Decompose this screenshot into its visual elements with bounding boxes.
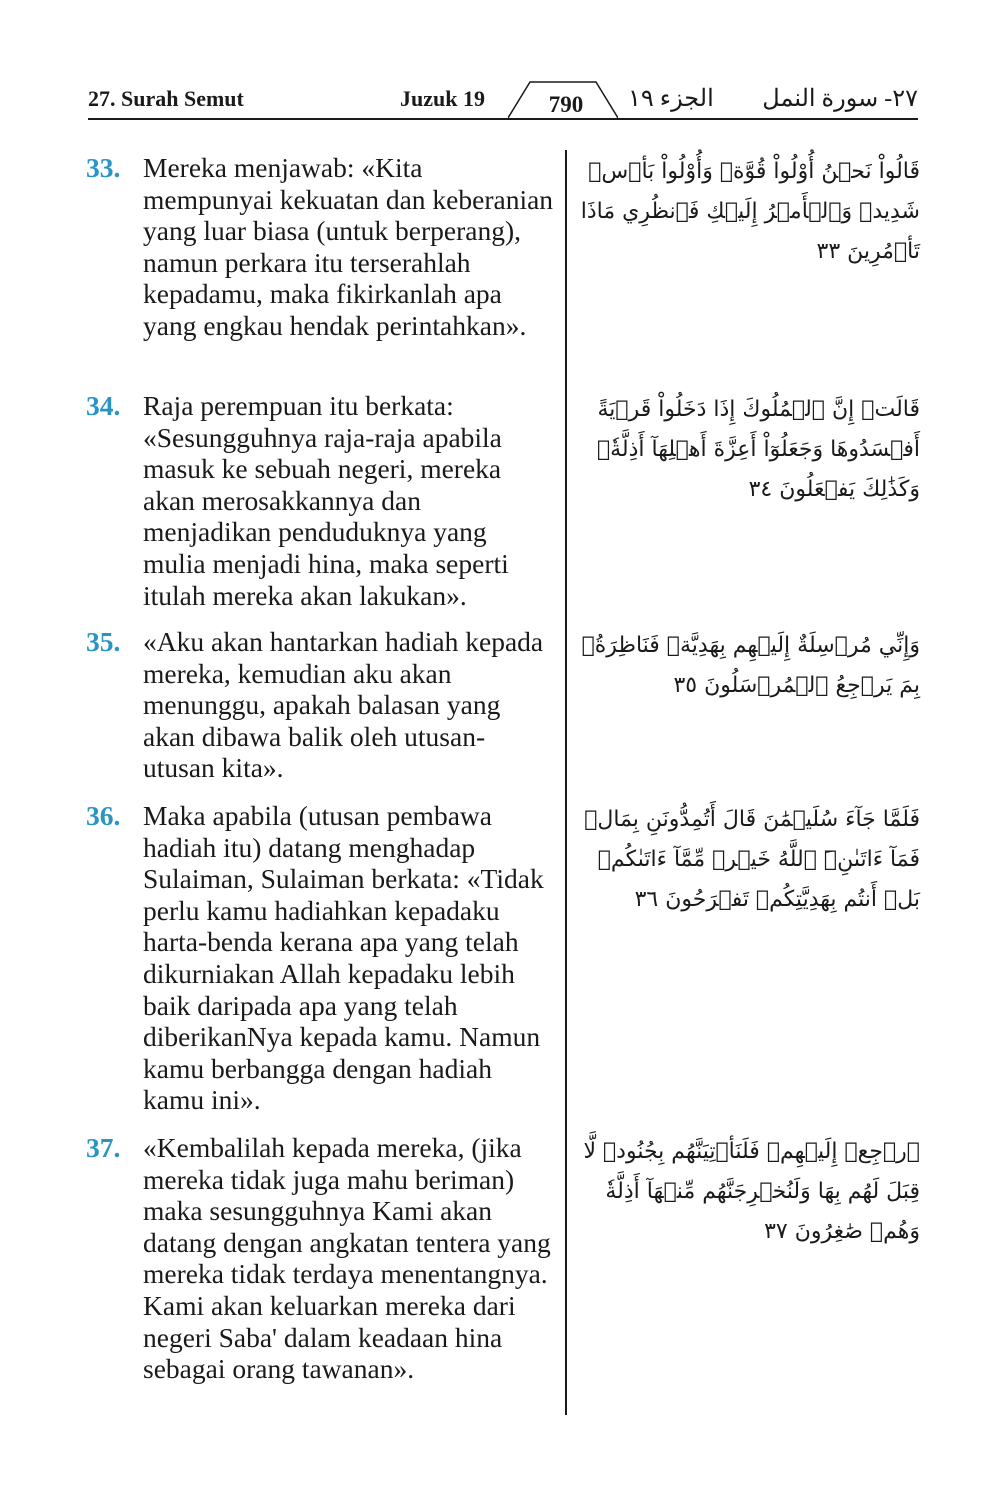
- verse-arabic-text: وَإِنِّي مُرۡسِلَةٌ إِلَيۡهِم بِهَدِيَّةٖ فَنَاظِرَةُۢ بِمَ يَرۡجِعُ ٱلۡمُرۡسَلُونَ ٣٥: [581, 633, 920, 698]
- verse-arabic-text: قَالُواْ نَحۡنُ أُوْلُواْ قُوَّةٖ وَأُوْلُواْ بَأۡسٖ شَدِيدٖ وَٱلۡأَمۡرُ إِلَيۡكِ فَٱنظُرِي مَاذَا تَأۡمُرِينَ ٣٣: [580, 159, 920, 264]
- juzuk-label-latin: Juzuk 19: [400, 86, 485, 111]
- verse-number: 35.: [86, 626, 121, 657]
- verse-number: 33.: [86, 152, 121, 183]
- page-number: 790: [548, 92, 584, 117]
- surah-title-arabic: ٢٧- سورة النمل: [762, 86, 918, 112]
- verse-translation-text: Mereka menjawab: «Kita mempunyai kekuatan dan keberanian yang luar biasa (untuk berperang), namun perkara itu terserahlah kepadamu, maka fikirkanlah apa yang engkau hendak perintahkan».: [143, 152, 554, 341]
- verse-arabic-text: فَلَمَّا جَآءَ سُلَيۡمَٰنَ قَالَ أَتُمِدُّونَنِ بِمَالٖ فَمَآ ءَاتَىٰنِۦَ ٱللَّهُ خَيۡرٞ مِّمَّآ ءَاتَىٰكُمۚ بَلۡ أَنتُم بِهَدِيَّتِكُمۡ تَفۡرَحُونَ ٣٦: [584, 807, 920, 912]
- verse-translation: [86, 800, 556, 1116]
- verse-translation: [86, 626, 556, 784]
- verse-number: 37.: [86, 1132, 121, 1163]
- page-header: [88, 80, 918, 125]
- verse-translation-text: «Aku akan hantarkan hadiah kepada mereka, kemudian aku akan menunggu, apakah balasan yang akan dibawa balik oleh utusan-utusan kita».: [143, 626, 544, 784]
- verse-translation: [86, 390, 556, 611]
- verse-arabic-text: ٱرۡجِعۡ إِلَيۡهِمۡ فَلَنَأۡتِيَنَّهُم بِجُنُودٖ لَّا قِبَلَ لَهُم بِهَا وَلَنُخۡرِجَنَّهُم مِّنۡهَآ أَذِلَّةٗ وَهُمۡ صَٰغِرُونَ ٣٧: [583, 1139, 920, 1244]
- header-rule: [88, 118, 918, 120]
- verse-translation: [86, 1132, 556, 1385]
- verse-number: 36.: [86, 800, 121, 831]
- surah-title-latin: 27. Surah Semut: [88, 86, 244, 111]
- verse-number: 34.: [86, 390, 121, 421]
- verse-translation-text: «Kembalilah kepada mereka, (jika mereka tidak juga mahu beriman) maka sesungguhnya Kami akan datang dengan angkatan tentera yang mereka tidak terdaya menentangnya. Kami akan keluarkan mereka dari negeri Saba' dalam keadaan hina sebagai orang tawanan».: [143, 1132, 551, 1385]
- juzuk-label-arabic: الجزء ١٩: [628, 86, 714, 112]
- verse-translation-text: Raja perempuan itu berkata: «Sesungguhnya raja-raja apabila masuk ke sebuah negeri, mereka akan merosakkannya dan menjadikan penduduknya yang mulia menjadi hina, maka seperti itulah mereka akan lakukan».: [143, 390, 509, 611]
- verse-translation: [86, 152, 556, 342]
- verse-arabic-text: قَالَتۡ إِنَّ ٱلۡمُلُوكَ إِذَا دَخَلُواْ قَرۡيَةً أَفۡسَدُوهَا وَجَعَلُوٓاْ أَعِزَّةَ أَهۡلِهَآ أَذِلَّةٗۚ وَكَذَٰلِكَ يَفۡعَلُونَ ٣٤: [596, 397, 920, 502]
- verse-translation-text: Maka apabila (utusan pembawa hadiah itu) datang menghadap Sulaiman, Sulaiman berkata: «Tidak perlu kamu hadiahkan kepadaku harta-benda kerana apa yang telah dikurniakan Allah kepadaku lebih baik daripada apa yang telah diberikanNya kepada kamu. Namun kamu berbangga dengan hadiah kamu ini».: [143, 800, 544, 1116]
- column-divider: [565, 150, 567, 1415]
